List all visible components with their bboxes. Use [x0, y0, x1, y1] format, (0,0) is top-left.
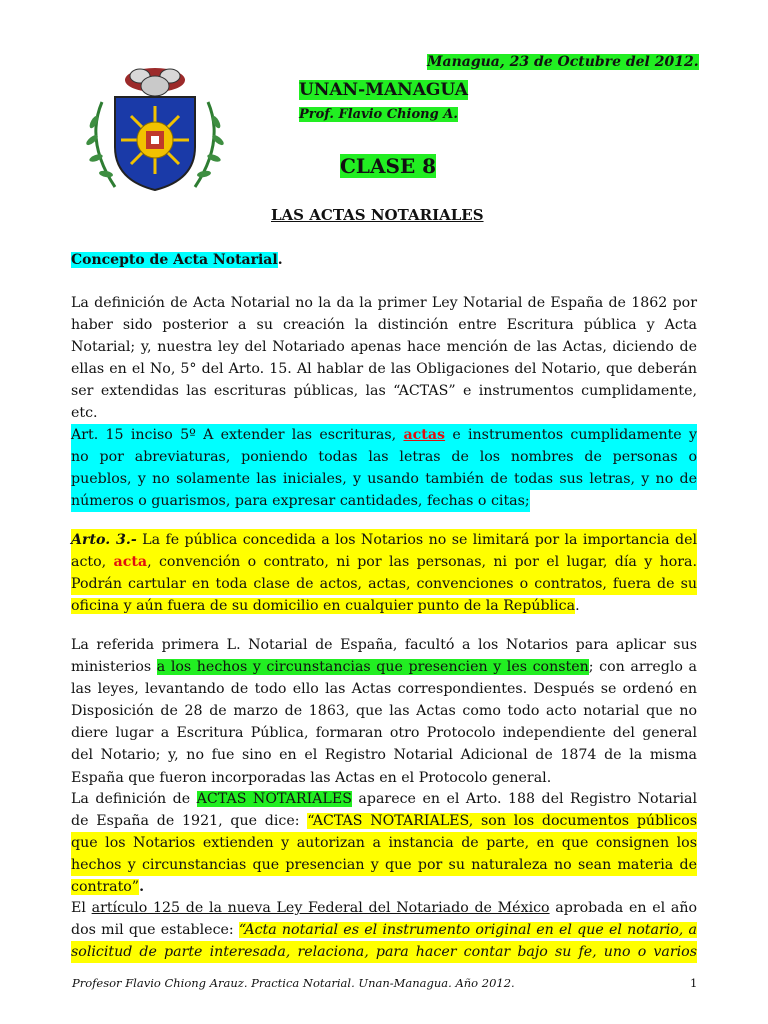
highlight-actas-notariales: ACTAS NOTARIALES — [196, 791, 352, 807]
document-page: Managua, 23 de Octubre del 2012. UNAN-MANAGUA Prof. Flavio Chiong A. CLASE 8 LAS ACTAS NOTARIALES Concepto de Acta Notarial. La definición de Acta Notarial no la da la primer Ley Notarial de España de 1862 por haber sido posterior a su creación la distinción entre Escritura pública y Acta Notarial; y, nuestra ley del Notariado apenas hace mención de las Actas, diciendo de ellas en el No, 5° del Arto. 15. Al hablar de las Obligaciones del Notario, que deberán ser extendidas las escrituras públicas, las “ACTAS” e instrumentos cumplidamente, etc. Art. 15 inciso 5º A extender las escrituras, actas e instrumentos cumplidamente y no por abreviaturas, poniendo todas las letras de los nombres de personas o pueblos, y no solamente las iniciales, y usando también de todas sus letras, y no de números o guarismos, para expresar cantidades, fechas o citas; Arto. 3.- La fe pública concedida a los Notarios no se limitará por la importancia del acto, acta, convención o contrato, ni por las personas, ni por el lugar, día y hora. Podrán cartular en toda clase de actos, actas, convenciones o contratos, fuera de su oficina y aún fuera de su domicilio en cualquier punto de la República. La referida primera L. Notarial de España, facultó a los Notarios para aplicar sus ministerios a los hechos y circunstancias que presencien y les consten; con arreglo a las leyes, levantando de todo ello las Actas correspondientes. Después se ordenó en Disposición de 28 de marzo de 1863, que las Actas como todo acto notarial que no diere lugar a Escritura Pública, formaran otro Protocolo independiente del general del Notario; y, no fue sino en el Registro Notarial Adicional de 1874 de la misma España que fueron incorporadas las Actas en el Protocolo general. La definición de ACTAS NOTARIALES aparece en el Arto. 188 del Registro Notarial de España de 1921, que dice: “ACTAS NOTARIALES, son los documentos públicos que los Notarios extienden y autorizan a instancia de parte, en que consignen los hechos y circunstancias que presencian y que por su naturaleza no sean materia de contrato”. El artículo 125 de la nueva Ley Federal del Notariado de México aprobada en el año dos mil que establece: “Acta notarial es el instrumento original en el que el notario, a solicitud de parte interesada, relaciona, para hacer contar bajo su fe, uno o varios Profesor Flavio Chiong Arauz. Practica Notarial. Unan-Managua. Año 2012. 1 — [71, 54, 699, 990]
paragraph-line: España que fueron incorporadas las Actas en el Protocolo general. — [71, 769, 552, 786]
paragraph-line: Notarial; y, nuestra ley del Notariado apenas hace mención de las Actas, diciendo de — [71, 339, 697, 356]
paragraph-line: ellas en el No, 5° del Arto. 15. Al hablar de las Obligaciones del Notario, que deberán — [71, 361, 697, 378]
document-date: Managua, 23 de Octubre del 2012. — [427, 54, 699, 70]
section-heading: Concepto de Acta Notarial — [71, 252, 278, 268]
paragraph-3: La referida primera L. Notarial de España, facultó a los Notarios para aplicar sus ministerios a los hechos y circunstancias que presencien y les consten; con arreglo a las leyes, levantando de todo ello las Actas correspondientes. Después se ordenó en Disposición de 28 de marzo de 1863, que las Actas como todo acto notarial que no diere lugar a Escritura Pública, formaran otro Protocolo independiente del general del Notario; y, no fue sino en el Registro Notarial Adicional de 1874 de la misma España que fueron incorporadas las Actas en el Protocolo general. — [71, 634, 697, 789]
paragraph-line: La definición de Acta Notarial no la da la primer Ley Notarial de España de 1862 por — [71, 295, 697, 311]
article-label: Arto. 3.- — [71, 532, 137, 548]
paragraph-line: las leyes, levantando de todo ello las Actas correspondientes. Después se ordenó en — [71, 681, 697, 698]
paragraph-line: ser extendidas las escrituras públicas, las “ACTAS” e instrumentos cumplidamente, — [71, 383, 697, 400]
paragraph-line: Disposición de 28 de marzo de 1863, que las Actas como todo acto notarial que no — [71, 703, 697, 720]
paragraph-line: Podrán cartular en toda clase de actos, actas, convenciones o contratos, fuera de su — [71, 573, 697, 595]
highlight-actas: actas — [403, 427, 446, 443]
paragraph-line: no por abreviaturas, poniendo todas las letras de los nombres de personas o — [71, 446, 697, 468]
article-3-quote: Arto. 3.- La fe pública concedida a los Notarios no se limitará por la importancia del acto, acta, convención o contrato, ni por las personas, ni por el lugar, día y hora. Podrán cartular en toda clase de actos, actas, convenciones o contratos, fuera de su oficina y aún fuera de su domicilio en cualquier punto de la República. — [71, 529, 697, 617]
highlight-acta: acta — [113, 554, 148, 571]
paragraph-line: que los Notarios extienden y autorizan a instancia de parte, en que consignen los — [71, 832, 697, 854]
paragraph-line: diere lugar a Escritura Pública, formaran otro Protocolo independiente del general — [71, 725, 697, 742]
paragraph-line: solicitud de parte interesada, relaciona, para hacer contar bajo su fe, uno o varios — [71, 941, 697, 963]
article-15-quote: Art. 15 inciso 5º A extender las escrituras, actas e instrumentos cumplidamente y no por abreviaturas, poniendo todas las letras de los nombres de personas o pueblos, y no solamente las iniciales, y usando también de todas sus letras, y no de números o guarismos, para expresar cantidades, fechas o citas; — [71, 424, 697, 512]
paragraph-line: haber sido posterior a su creación la distinción entre Escritura pública y Acta — [71, 317, 697, 334]
professor-name: Prof. Flavio Chiong A. — [299, 107, 458, 122]
paragraph-line: etc. — [71, 405, 98, 422]
paragraph-4: La definición de ACTAS NOTARIALES aparece en el Arto. 188 del Registro Notarial de España de 1921, que dice: “ACTAS NOTARIALES, son los documentos públicos que los Notarios extienden y autorizan a instancia de parte, en que consignen los hechos y circunstancias que presencian y que por su naturaleza no sean materia de contrato”. — [71, 791, 697, 896]
paragraph-line: números o guarismos, para expresar cantidades, fechas o citas; — [71, 490, 530, 512]
paragraph-line: del Notario; y, no fue sino en el Registro Notarial Adicional de 1874 de la misma — [71, 747, 697, 764]
class-title: CLASE 8 — [340, 154, 437, 178]
paragraph-1 — [71, 292, 697, 425]
highlight-hechos: a los hechos y circunstancias que presencien y les consten — [156, 659, 589, 676]
page-footer: Profesor Flavio Chiong Arauz. Practica Notarial. Unan-Managua. Año 2012. — [72, 976, 515, 990]
university-logo — [80, 62, 230, 197]
subject-title: LAS ACTAS NOTARIALES — [271, 206, 484, 224]
page-number: 1 — [690, 976, 698, 990]
paragraph-line: pueblos, y no solamente las iniciales, y usando también de todas sus letras, y no de — [71, 468, 697, 490]
paragraph-line: hechos y circunstancias que presencian y que por su naturaleza no sean materia de — [71, 854, 697, 876]
law-reference: artículo 125 de la nueva Ley Federal del Notariado de México — [91, 900, 550, 916]
paragraph-line: La referida primera L. Notarial de España, facultó a los Notarios para aplicar sus — [71, 637, 697, 653]
institution-name: UNAN-MANAGUA — [299, 80, 468, 100]
paragraph-5: El artículo 125 de la nueva Ley Federal del Notariado de México aprobada en el año dos mil que establece: “Acta notarial es el instrumento original en el que el notario, a solicitud de parte interesada, relaciona, para hacer contar bajo su fe, uno o varios — [71, 897, 697, 963]
